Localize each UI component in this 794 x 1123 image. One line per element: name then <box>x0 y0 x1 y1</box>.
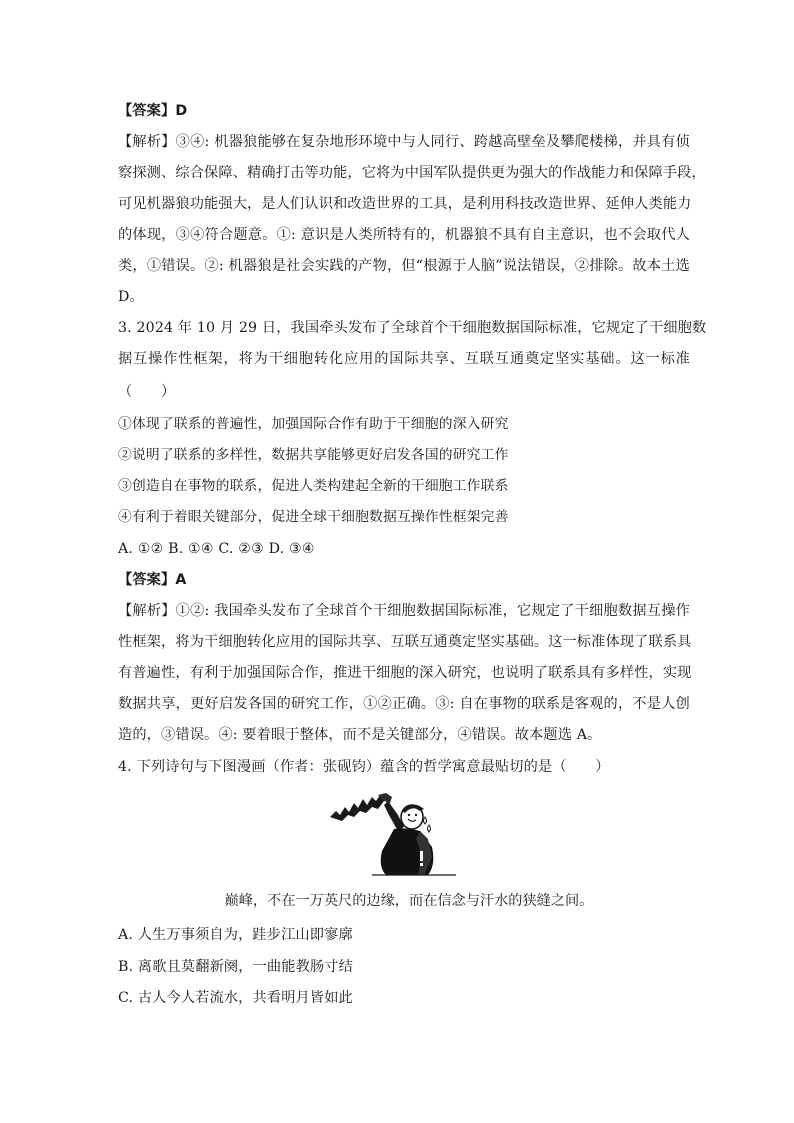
q2-analysis-line: 【解析】③④: 机器狼能够在复杂地形环境中与人同行、跨越高壁垒及攀爬楼梯，并具有侦 <box>118 134 690 150</box>
q2-analysis-line: D。 <box>118 289 144 305</box>
q3-analysis-line: 性框架，将为干细胞转化应用的国际共享、互联互通奠定坚实基础。这一标准体现了联系具 <box>118 634 692 650</box>
q3-stem-line: （ ） <box>118 384 176 400</box>
q3-analysis-line: 数据共享，更好启发各国的研究工作，①②正确。③: 自在事物的联系是客观的，不是人创 <box>118 696 690 712</box>
q2-analysis-line: 类，①错误。②: 机器狼是社会实践的产物，但“根源于人脑”说法错误，②排除。故本土选 <box>118 258 690 274</box>
q3-stem-line: 据互操作性框架，将为干细胞转化应用的国际共享、互联互通奠定坚实基础。这一标准 <box>118 351 690 367</box>
q2-answer: 【答案】D <box>118 103 188 119</box>
q3-analysis-line: 有普遍性，有利于加强国际合作，推进干细胞的深入研究，也说明了联系具有多样性，实现 <box>118 665 692 681</box>
q3-analysis-line: 造的，③错误。④: 要着眼于整体，而不是关键部分，④错误。故本题选 A。 <box>118 727 602 743</box>
q3-answer: 【答案】A <box>118 572 187 588</box>
q4-option: B. 离歌且莫翻新阕，一曲能教肠寸结 <box>118 959 353 975</box>
cartoon-caption: 巅峰，不在一万英尺的边缘，而在信念与汗水的狭缝之间。 <box>224 893 594 909</box>
q4-stem: 4. 下列诗句与下图漫画（作者：张砚钧）蕴含的哲学寓意最贴切的是（ ） <box>118 759 610 775</box>
q3-option: ③创造自在事物的联系，促进人类构建起全新的干细胞工作联系 <box>118 478 509 494</box>
q4-option: A. 人生万事须自为，跬步江山即寥廓 <box>118 927 353 943</box>
q3-option: ②说明了联系的多样性，数据共享能够更好启发各国的研究工作 <box>118 447 509 463</box>
q2-analysis-line: 可见机器狼功能强大，是人们认识和改造世界的工具，是利用科技改造世界、延伸人类能力 <box>118 196 692 212</box>
q3-option: ①体现了联系的普遍性，加强国际合作有助于干细胞的深入研究 <box>118 416 509 432</box>
cartoon-figure <box>328 787 468 879</box>
q3-choices: A. ①② B. ①④ C. ②③ D. ③④ <box>118 541 315 557</box>
cartoon-climber-illustration <box>328 787 468 879</box>
q4-option: C. 古人今人若流水，共看明月皆如此 <box>118 990 353 1006</box>
q3-analysis-line: 【解析】①②: 我国牵头发布了全球首个干细胞数据国际标准，它规定了干细胞数据互操作 <box>118 603 690 619</box>
q3-option: ④有利于着眼关键部分，促进全球干细胞数据互操作性框架完善 <box>118 509 509 525</box>
q3-stem-line: 3. 2024 年 10 月 29 日，我国牵头发布了全球首个干细胞数据国际标准，它规定了干细胞数 <box>118 320 707 336</box>
q2-analysis-line: 的体现，③④符合题意。①: 意识是人类所特有的，机器狼不具有自主意识，也不会取代人 <box>118 227 690 243</box>
q2-analysis-line: 察探测、综合保障、精确打击等功能，它将为中国军队提供更为强大的作战能力和保障手段， <box>118 165 706 181</box>
